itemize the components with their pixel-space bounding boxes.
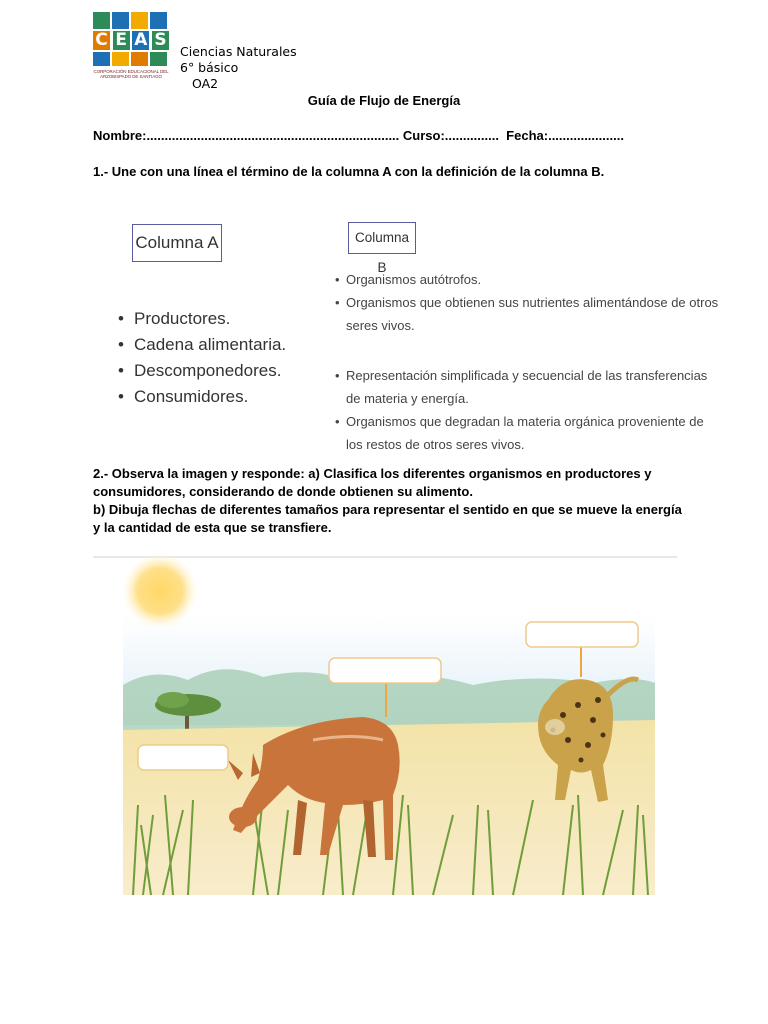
subject-label: Ciencias Naturales — [180, 44, 297, 59]
logo-tagline: CORPORACIÓN EDUCACIONAL DEL ARZOBISPADO DE SANTIAGO — [93, 69, 169, 79]
school-info — [180, 44, 297, 92]
column-a-item[interactable]: • Cadena alimentaria. — [118, 332, 286, 358]
column-b-list — [335, 268, 720, 456]
food-chain-scene — [93, 555, 677, 900]
question-2 — [93, 465, 683, 537]
logo-square — [131, 12, 148, 29]
logo-letter: A — [134, 30, 148, 50]
column-b-item-text: • Organismos autótrofos. — [346, 272, 482, 287]
logo-square — [112, 52, 129, 66]
column-a-item[interactable]: • Descomponedores. — [118, 358, 286, 384]
column-b-item[interactable] — [335, 268, 720, 291]
logo-letter: E — [113, 31, 130, 50]
column-b-item[interactable] — [335, 410, 720, 456]
logo-square — [150, 52, 167, 66]
code-label: OA2 — [192, 76, 219, 91]
logo-square — [131, 52, 148, 66]
logo-square — [93, 52, 110, 66]
question-2-part-a: 2.- Observa la imagen y responde: a) Clasifica los diferentes organismos en productores y consumidores, considerando de donde obtienen su alimento. — [93, 466, 652, 499]
logo-square — [93, 12, 110, 29]
column-a-list — [118, 306, 286, 410]
column-b-item-text: • Representación simplificada y secuencial de las transferencias de materia y energía. — [346, 368, 708, 406]
column-a-item[interactable]: • Productores. — [118, 306, 286, 332]
question-2-part-b: b) Dibuja flechas de diferentes tamaños para representar el sentido en que se mueve la energía y la cantidad de esta que se transfiere. — [93, 502, 682, 535]
grade-label: 6° básico — [180, 60, 239, 75]
jaguar-answer-box[interactable] — [526, 622, 638, 647]
column-b-item-text: • Organismos que degradan la materia orgánica proveniente de los restos de otros seres vivos. — [346, 414, 704, 452]
logo-bottom-row — [93, 52, 167, 66]
page-title: Guía de Flujo de Energía — [307, 93, 461, 108]
student-info-line[interactable]: Nombre:...................................................................... Curso:............... Fecha:..................... — [93, 128, 624, 143]
logo-letter: C — [93, 31, 110, 50]
logo-letter: S — [152, 31, 169, 50]
grass-answer-box[interactable] — [138, 745, 228, 770]
column-b-item[interactable] — [335, 291, 720, 337]
logo-square — [112, 12, 129, 29]
logo-letters — [93, 31, 169, 50]
column-a-item[interactable]: • Consumidores. — [118, 384, 286, 410]
sun-icon — [122, 555, 198, 629]
deer-answer-box[interactable] — [329, 658, 441, 683]
column-b-item[interactable] — [335, 364, 720, 410]
column-b-item-text: • Organismos que obtienen sus nutrientes alimentándose de otros seres vivos. — [346, 295, 719, 333]
column-b-title: Columna B — [348, 222, 416, 254]
ceas-logo — [93, 12, 169, 84]
column-a-title: Columna A — [132, 224, 222, 262]
question-1: 1.- Une con una línea el término de la columna A con la definición de la columna B. — [93, 164, 605, 179]
logo-square — [150, 12, 167, 29]
